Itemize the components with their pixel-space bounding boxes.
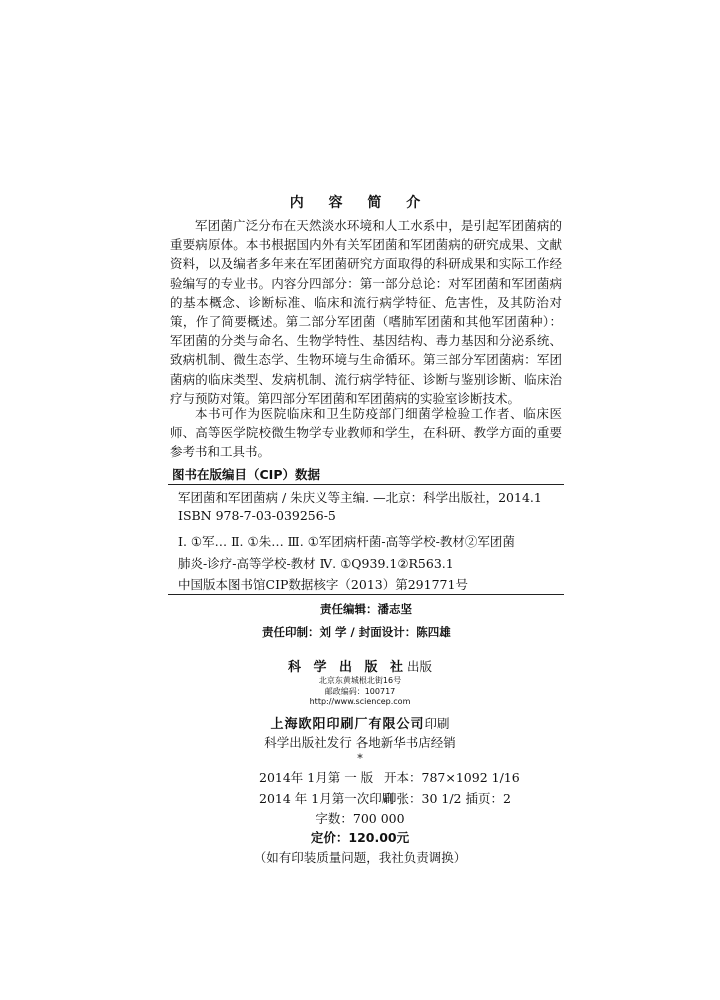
cip-top-rule — [168, 484, 564, 485]
publisher-postcode: 邮政编码：100717 — [324, 687, 396, 696]
cip-line-cip-number: 中国版本图书馆CIP数据核字（2013）第291771号 — [178, 577, 468, 592]
publisher-suffix: 出版 — [407, 659, 433, 674]
summary-title: 内 容 简 介 — [289, 195, 431, 211]
cip-line-isbn: ISBN 978-7-03-039256-5 — [178, 508, 336, 523]
separator-asterisk: * — [357, 752, 363, 765]
publisher-website: http://www.sciencep.com — [309, 697, 411, 706]
print-and-cover-credit: 责任印制：刘 学 / 封面设计：陈四雄 — [262, 625, 451, 639]
cip-line-classification-1: Ⅰ. ①军… Ⅱ. ①朱… Ⅲ. ①军团病杆菌-高等学校-教材②军团菌 — [178, 534, 515, 549]
publisher-line — [0, 656, 720, 675]
cip-line-title: 军团菌和军团菌病 / 朱庆义等主编. —北京：科学出版社，2014.1 — [178, 490, 542, 505]
publisher-address: 北京东黄城根北街16号 — [318, 676, 402, 685]
cip-heading: 图书在版编目（CIP）数据 — [172, 467, 320, 482]
sheets-info: 印张：30 1/2 插页：2 — [384, 791, 511, 806]
distribution-line: 科学出版社发行 各地新华书店经销 — [264, 735, 456, 750]
printing-info: 2014 年 1月第一次印刷 — [259, 791, 395, 806]
format-info: 开本：787×1092 1/16 — [384, 770, 520, 785]
responsible-editor: 责任编辑：潘志坚 — [320, 602, 412, 616]
printer-suffix: 印刷 — [424, 716, 450, 731]
summary-paragraph-1: 军团菌广泛分布在天然淡水环境和人工水系中，是引起军团菌病的重要病原体。本书根据国内外有关军团菌和军团菌病的研究成果、文献资料，以及编者多年来在军团菌研究方面取得的科研成果和实际工作经验编写的专业书。内容分四部分：第一部分总论：对军团菌和军团菌病的基本概念、诊断标准、临床和流行病学特征、危害性，及其防治对策，作了简要概述。第二部分军团菌（嗜肺军团菌和其他军团菌种）：军团菌的分类与命名、生物学特性、基因结构、毒力基因和分泌系统、致病机制、微生态学、生物环境与生命循环。第三部分军团菌病：军团菌病的临床类型、发病机制、流行病学特征、诊断与鉴别诊断、临床治疗与预防对策。第四部分军团菌和军团菌病的实验室诊断技术。 — [170, 218, 562, 406]
word-count: 字数：700 000 — [315, 811, 405, 826]
edition-info: 2014年 1月第 一 版 — [259, 770, 374, 785]
printer-line — [0, 713, 720, 732]
price: 定价：120.00元 — [310, 830, 410, 845]
cip-line-classification-2: 肺炎-诊疗-高等学校-教材 Ⅳ. ①Q939.1②R563.1 — [178, 556, 454, 571]
summary-paragraph-2: 本书可作为医院临床和卫生防疫部门细菌学检验工作者、临床医师、高等医学院校微生物学专业教师和学生，在科研、教学方面的重要参考书和工具书。 — [170, 406, 562, 460]
printer-name: 上海欧阳印刷厂有限公司 — [270, 717, 425, 732]
quality-note: （如有印装质量问题，我社负责调换） — [253, 850, 467, 865]
publisher-name: 科 学 出 版 社 — [287, 660, 408, 675]
cip-bottom-rule — [168, 594, 564, 595]
